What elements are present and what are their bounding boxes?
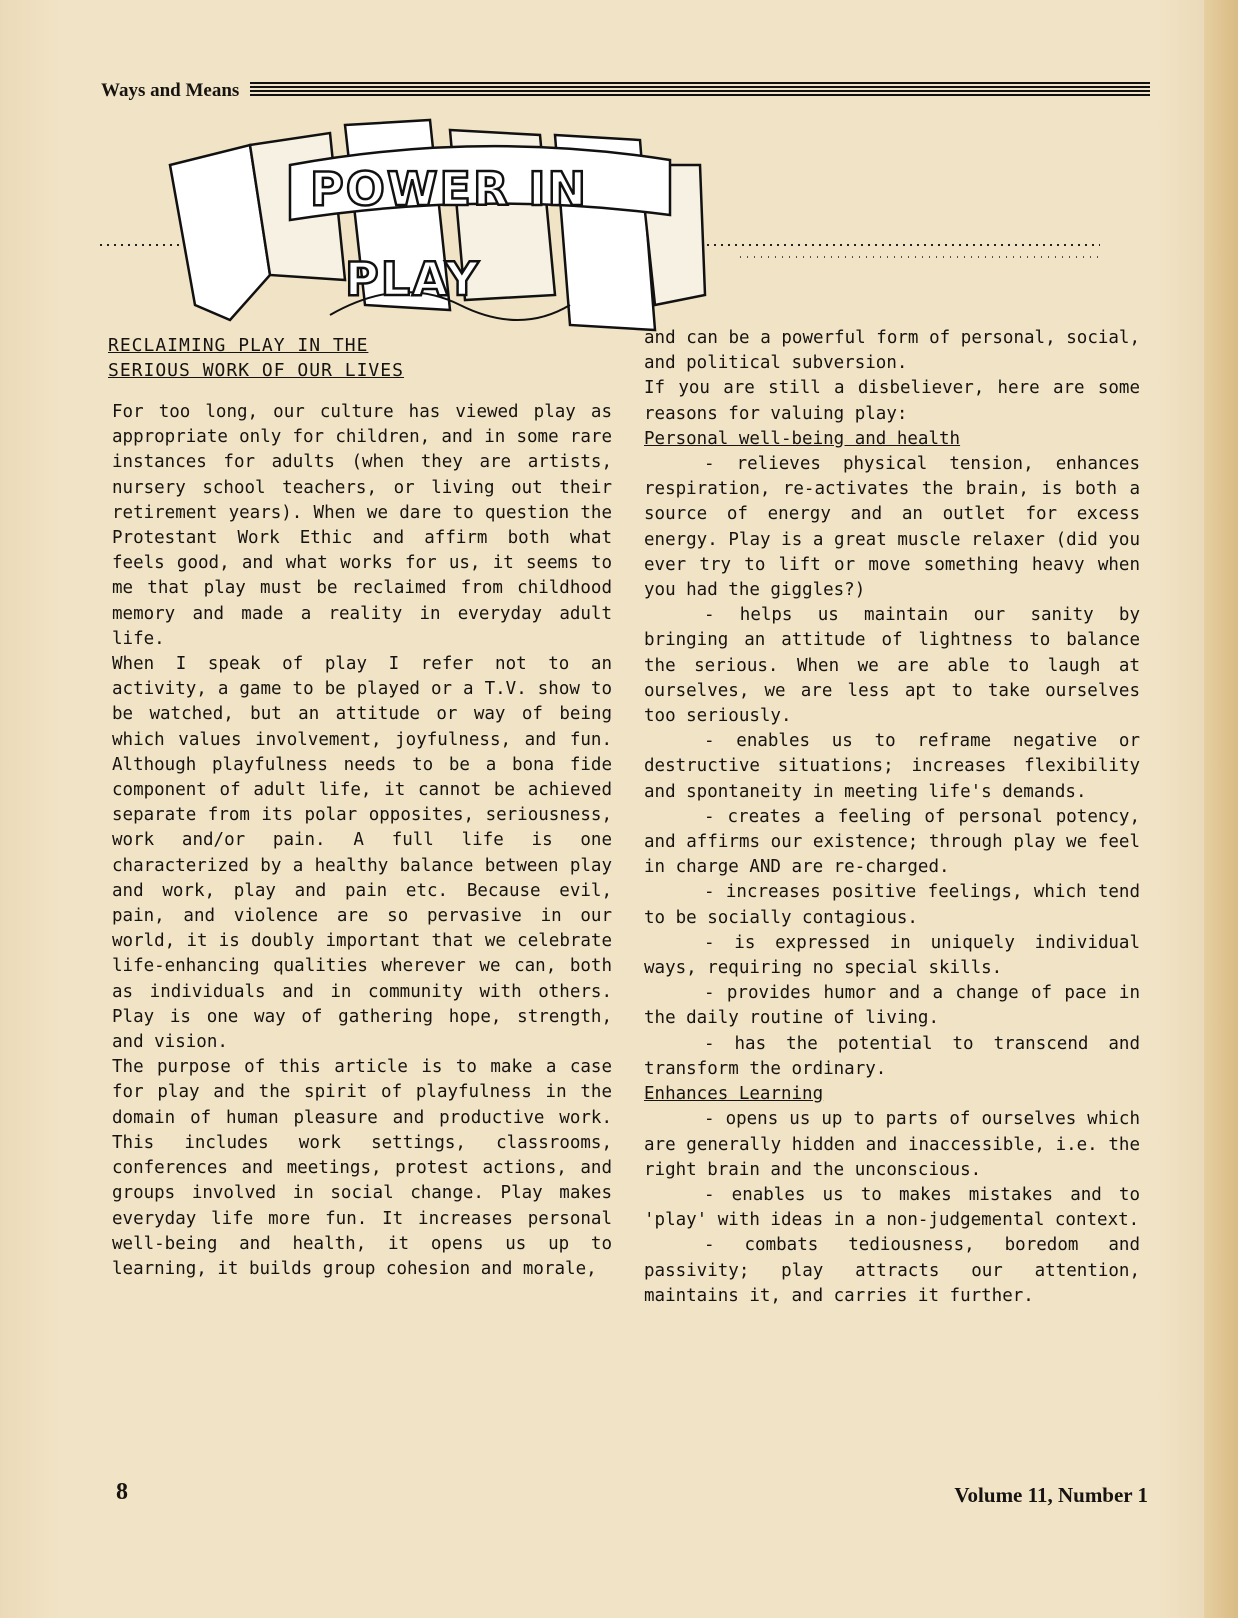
page-number: 8 — [116, 1479, 128, 1505]
list-item: - enables us to makes mistakes and to 'play' with ideas in a non-judgemental context. — [644, 1184, 1140, 1231]
paragraph: If you are still a disbeliever, here are some reasons for valuing play: — [644, 378, 1140, 424]
list-item: - provides humor and a change of pace in the daily routine of living. — [644, 983, 1140, 1029]
volume-label: Volume 11, Number 1 — [954, 1483, 1148, 1507]
list-item: - helps us maintain our sanity by bringing an attitude of lightness to balance the serious. When we are able to laugh at ourselves, we are less apt to take ourselves too seriously. — [644, 605, 1140, 727]
subhead-line-1: RECLAIMING PLAY IN THE — [108, 335, 369, 356]
section-heading: Personal well-being and health — [644, 428, 961, 449]
section-heading: Enhances Learning — [644, 1084, 824, 1105]
paragraph: When I speak of play I refer not to an activity, a game to be played or a T.V. show to be watched, but an attitude or way of being which values involvement, joyfulness, and fun. Although playfulness needs to be a bona fide component of adult life, it cannot be achieved separate from its polar opposites, seriousness, work and/or pain. A full life is one characterized by a healthy balance between play and work, play and pain etc. Because evil, pain, and violence are so pervasive in our world, it is doubly important that we celebrate life-enhancing qualities wherever we can, both as individuals and in community with others. Play is one way of gathering hope, strength, and vision. — [112, 654, 612, 1053]
article-subhead — [108, 333, 488, 383]
section-title: Ways and Means — [101, 80, 240, 101]
list-item: - combats tediousness, boredom and passivity; play attracts our attention, maintains it, and carries it further. — [644, 1235, 1140, 1306]
banner-word-power-in: POWER IN — [310, 162, 589, 216]
paragraph: and can be a powerful form of personal, social, and political subversion. — [644, 328, 1140, 374]
paragraph: The purpose of this article is to make a case for play and the spirit of playfulness in the domain of human pleasure and productive work. This includes work settings, classrooms, conferences and meetings, protest actions, and groups involved in social change. Play makes everyday life more fun. It increases personal well-being and health, it opens us up to learning, it builds group cohesion and morale, — [112, 1057, 612, 1279]
list-item: - is expressed in uniquely individual ways, requiring no special skills. — [644, 932, 1140, 979]
list-item: - opens us up to parts of ourselves which are generally hidden and inaccessible, i.e. the right brain and the unconscious. — [644, 1109, 1140, 1180]
right-column — [644, 326, 1140, 1309]
power-in-play-banner — [100, 105, 1150, 355]
paragraph: For too long, our culture has viewed play as appropriate only for children, and in some rare instances for adults (when they are artists, nursery school teachers, or living out their retirement years). When we dare to question the Protestant Work Ethic and affirm both what feels good, and what works for us, it seems to me that play must be reclaimed from childhood memory and made a reality in everyday adult life. — [112, 402, 612, 649]
list-item: - creates a feeling of personal potency, and affirms our existence; through play we feel in charge AND are re-charged. — [644, 806, 1140, 878]
list-item: - has the potential to transcend and transform the ordinary. — [644, 1033, 1140, 1079]
subhead-line-2: SERIOUS WORK OF OUR LIVES — [108, 360, 404, 381]
paper-edge — [1204, 0, 1238, 1618]
header-rule — [250, 82, 1150, 98]
list-item: - increases positive feelings, which tend to be socially contagious. — [644, 882, 1140, 928]
left-column — [112, 400, 612, 1282]
list-item: - enables us to reframe negative or destructive situations; increases flexibility and spontaneity in meeting life's demands. — [644, 731, 1140, 802]
banner-word-play: PLAY — [345, 252, 481, 306]
list-item: - relieves physical tension, enhances respiration, re-activates the brain, is both a source of energy and an outlet for excess energy. Play is a great muscle relaxer (did you ever try to lift or move something heavy when you had the giggles?) — [644, 454, 1140, 601]
